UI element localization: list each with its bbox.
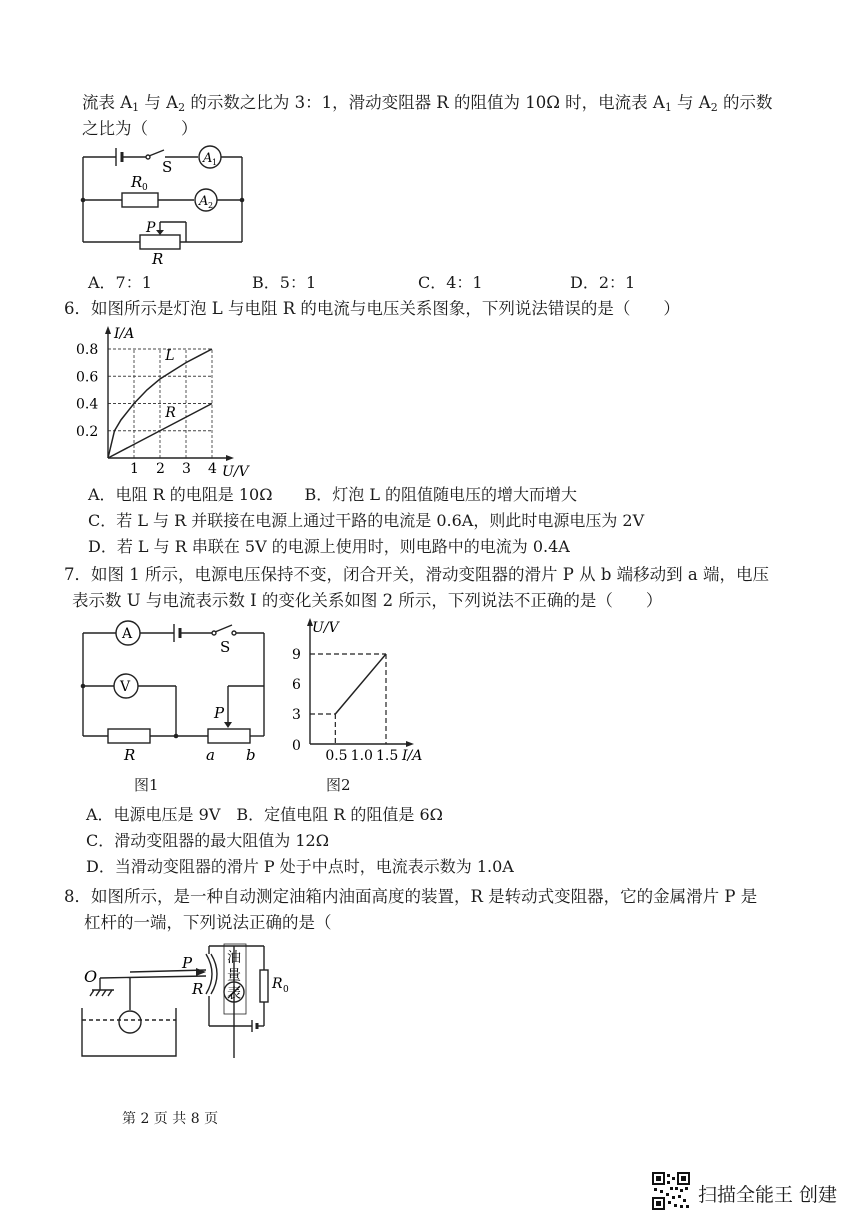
q5-option-b: B．5：1 (252, 273, 317, 292)
y-axis-label: U/V (312, 620, 339, 636)
q5-option-d: D．2：1 (570, 273, 636, 292)
x-tick-label: 2 (156, 461, 165, 477)
q8-pivot-label: O (84, 967, 98, 986)
q8-gauge-label-2: 量 (227, 968, 241, 984)
y-tick-label: 0.4 (76, 396, 99, 413)
x-tick-label: 3 (182, 461, 191, 477)
q7-fig2-caption: 图2 (326, 776, 351, 794)
svg-text:0: 0 (142, 183, 148, 193)
q5-ammeter2-label: A (199, 194, 209, 209)
x-axis-label: U/V (222, 464, 249, 477)
q8-oil-gauge-diagram (78, 940, 318, 1065)
q7-fig1-caption: 图1 (134, 776, 159, 794)
y-axis-label: I/A (114, 326, 135, 342)
q8-stem-line2: 杠杆的一端，下列说法正确的是（ (84, 913, 332, 932)
y-tick-label: 0.2 (76, 423, 99, 440)
q7-ammeter-label: A (122, 626, 133, 642)
page-footer: 第 2 页 共 8 页 (122, 1111, 219, 1127)
x-axis-label: I/A (402, 748, 423, 764)
series-label-L: L (165, 347, 175, 364)
q6-option-d: D．若 L 与 R 串联在 5V 的电源上使用时，则电路中的电流为 0.4A (88, 537, 570, 556)
q7-option-a-b: A．电源电压是 9V B．定值电阻 R 的阻值是 6Ω (86, 805, 443, 824)
q7-resistor-label: R (124, 746, 136, 764)
q5-option-c: C．4：1 (418, 273, 483, 292)
q6-stem: 6．如图所示是灯泡 L 与电阻 R 的电流与电压关系图象，下列说法错误的是（ ） (64, 299, 680, 318)
y-tick-label: 0.6 (76, 369, 99, 386)
svg-text:2: 2 (208, 201, 214, 210)
x-tick-label: 0.5 (325, 748, 348, 764)
x-tick-label: 1.0 (350, 748, 373, 764)
x-tick-label: 4 (208, 461, 217, 477)
q5-slider-label: P (146, 220, 156, 236)
q7-voltmeter-label: V (120, 679, 131, 695)
q8-rheostat-label: R (192, 980, 204, 998)
q8-r0-label: R (272, 976, 283, 992)
q5-stem-line2: 之比为（ ） (82, 119, 198, 138)
q6-option-c: C．若 L 与 R 并联接在电源上通过干路的电流是 0.6A，则此时电源电压为 2V (88, 511, 645, 530)
q7-stem-line2: 表示数 U 与电流表示数 I 的变化关系如图 2 所示，下列说法不正确的是（ ） (72, 591, 663, 610)
x-axis-arrow (406, 741, 414, 747)
q6-option-a-b: A．电阻 R 的电阻是 10Ω B．灯泡 L 的阻值随电压的增大而增大 (88, 485, 578, 504)
series-label-R: R (165, 405, 176, 422)
svg-text:1: 1 (212, 158, 218, 167)
scanner-watermark: 扫描全能王 创建 (698, 1184, 838, 1206)
q7-option-c: C．滑动变阻器的最大阻值为 12Ω (86, 831, 329, 850)
q7-slider-label: P (214, 704, 225, 722)
y-tick-label: 9 (292, 647, 301, 663)
q8-stem-line1: 8．如图所示，是一种自动测定油箱内油面高度的装置，R 是转动式变阻器，它的金属滑片 P 是 (64, 887, 758, 906)
q7-end-b-label: b (246, 746, 256, 764)
x-tick-label: 1.5 (376, 748, 399, 764)
q7-end-a-label: a (206, 746, 215, 764)
y-tick-label: 6 (292, 677, 301, 693)
x-axis-arrow (226, 455, 234, 461)
q5-stem-line1: 流表 $A_1$ 与 $A_2$ 的示数之比为 3：1，滑动变阻器 R 的阻值为 10Ω 时，电流表 $A_1$ 与 $A_2$ 的示数 (82, 93, 773, 114)
q6-iu-chart (72, 322, 272, 477)
qr-code-icon (652, 1172, 690, 1210)
q7-circuit-diagram (76, 618, 276, 768)
q7-switch-label: S (220, 638, 231, 656)
series-line (335, 654, 386, 714)
q5-switch-label: S (162, 158, 173, 176)
x-tick-label: 1 (130, 461, 139, 477)
q8-gauge-label-1: 油 (227, 950, 241, 966)
q5-circuit-diagram (76, 142, 256, 267)
y-tick-label: 0.8 (76, 342, 99, 358)
q5-ammeter1-label: A (203, 151, 213, 166)
q7-option-d: D．当滑动变阻器的滑片 P 处于中点时，电流表示数为 1.0A (86, 857, 514, 876)
origin-label: 0 (292, 738, 301, 754)
q7-stem-line1: 7．如图 1 所示，电源电压保持不变，闭合开关，滑动变阻器的滑片 P 从 b 端移动到 a 端，电压 (64, 565, 769, 584)
q5-r0-label: R (131, 173, 143, 191)
q8-gauge-label-3: 表 (227, 986, 241, 1002)
svg-text:0: 0 (283, 985, 289, 995)
q5-rheostat-label: R (152, 250, 164, 267)
y-axis-arrow (105, 326, 111, 334)
q8-slider-label: P (182, 954, 193, 972)
q7-ui-chart (284, 616, 444, 766)
y-tick-label: 3 (292, 707, 301, 723)
q5-option-a: A．7：1 (88, 273, 152, 292)
